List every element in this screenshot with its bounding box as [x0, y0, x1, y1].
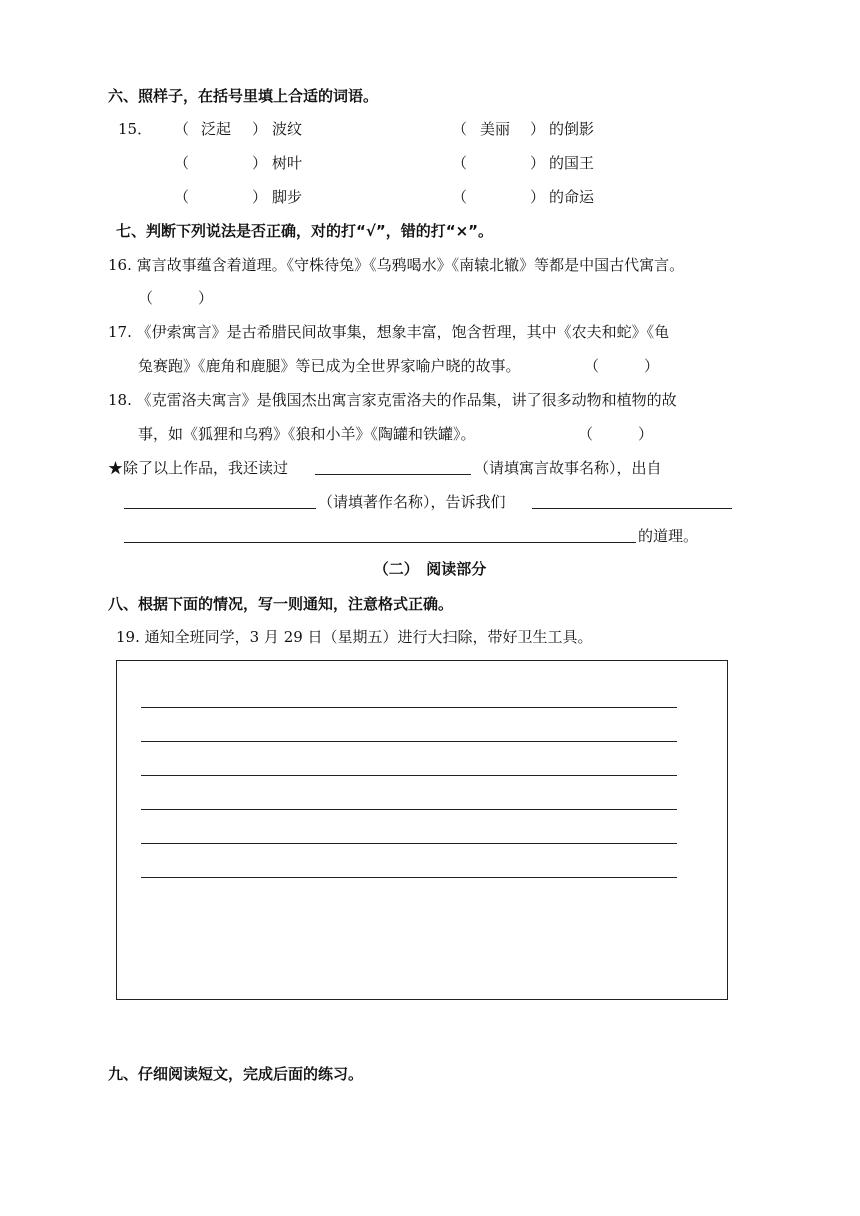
book-name-blank[interactable]	[124, 508, 316, 509]
writing-line[interactable]	[141, 809, 677, 810]
writing-line[interactable]	[141, 877, 677, 878]
q15-row1-right-word: 的倒影	[549, 120, 595, 138]
q15-row1-right-close: ）	[530, 120, 546, 138]
q16-answer-paren[interactable]: （ ）	[138, 289, 214, 307]
q15-row1-right-open: （	[452, 120, 468, 138]
q18-text-line1: 18. 《克雷洛夫寓言》是俄国杰出寓言家克雷洛夫的作品集，讲了很多动物和植物的故	[108, 391, 677, 409]
writing-line[interactable]	[141, 775, 677, 776]
q15-row1-right-fill[interactable]: 美丽	[480, 120, 511, 138]
reading-part-title: （二） 阅读部分	[373, 560, 487, 578]
q19-text: 19. 通知全班同学，3 月 29 日（星期五）进行大扫除，带好卫生工具。	[116, 628, 593, 646]
q17-text-line1: 17. 《伊索寓言》是古希腊民间故事集，想象丰富，饱含哲理，其中《农夫和蛇》《龟	[108, 323, 670, 341]
q18-text-line2: 事，如《狐狸和乌鸦》《狼和小羊》《陶罐和铁罐》。	[138, 425, 476, 443]
q15-number: 15．	[118, 120, 153, 138]
q15-row1-left-close: ）	[252, 120, 268, 138]
q15-row3-left-close: ）	[252, 188, 268, 206]
q17-text-line2: 兔赛跑》《鹿角和鹿腿》等已成为全世界家喻户晓的故事。	[138, 357, 521, 375]
q15-row3-right-close: ）	[530, 188, 546, 206]
q15-row2-left-fill[interactable]	[201, 152, 246, 170]
lesson-blank-2[interactable]	[124, 542, 636, 543]
q15-row2-right-close: ）	[530, 154, 546, 172]
q16-text: 16. 寓言故事蕴含着道理。《守株待兔》《乌鸦喝水》《南辕北辙》等都是中国古代寓言。	[108, 256, 685, 274]
notice-writing-box[interactable]	[116, 660, 728, 1000]
q15-row2-right-fill[interactable]	[480, 152, 525, 170]
q15-row2-left-word: 树叶	[272, 154, 303, 172]
q15-row1-left-fill[interactable]: 泛起	[201, 120, 232, 138]
q17-answer-paren[interactable]: （ ）	[584, 357, 660, 375]
q15-row2-left-open: （	[174, 154, 190, 172]
lesson-blank-1[interactable]	[532, 508, 732, 509]
q15-row3-right-word: 的命运	[549, 188, 595, 206]
q15-row2-right-open: （	[452, 154, 468, 172]
writing-line[interactable]	[141, 843, 677, 844]
q15-row3-right-fill[interactable]	[480, 186, 525, 204]
q15-row2-right-word: 的国王	[549, 154, 595, 172]
q15-row3-left-fill[interactable]	[201, 186, 246, 204]
fable-name-blank[interactable]	[315, 474, 471, 475]
star-text-2: （请填寓言故事名称），出自	[474, 459, 662, 477]
writing-line[interactable]	[141, 707, 677, 708]
q15-row3-left-open: （	[174, 188, 190, 206]
star-text-3: （请填著作名称），告诉我们	[318, 493, 506, 511]
section8-heading: 八、根据下面的情况，写一则通知，注意格式正确。	[108, 595, 454, 613]
star-text-4: 的道理。	[638, 527, 699, 545]
star-text-1: ★除了以上作品，我还读过	[108, 459, 289, 477]
q15-row1-left-word: 波纹	[272, 120, 303, 138]
q15-row3-left-word: 脚步	[272, 188, 303, 206]
writing-line[interactable]	[141, 741, 677, 742]
section7-heading: 七、判断下列说法是否正确，对的打“√”，错的打“×”。	[116, 222, 494, 240]
q15-row1-left-open: （	[174, 120, 190, 138]
q18-answer-paren[interactable]: （ ）	[578, 425, 654, 443]
section9-heading: 九、仔细阅读短文，完成后面的练习。	[108, 1065, 364, 1083]
q15-row3-right-open: （	[452, 188, 468, 206]
section6-heading: 六、照样子，在括号里填上合适的词语。	[108, 87, 379, 105]
q15-row2-left-close: ）	[252, 154, 268, 172]
